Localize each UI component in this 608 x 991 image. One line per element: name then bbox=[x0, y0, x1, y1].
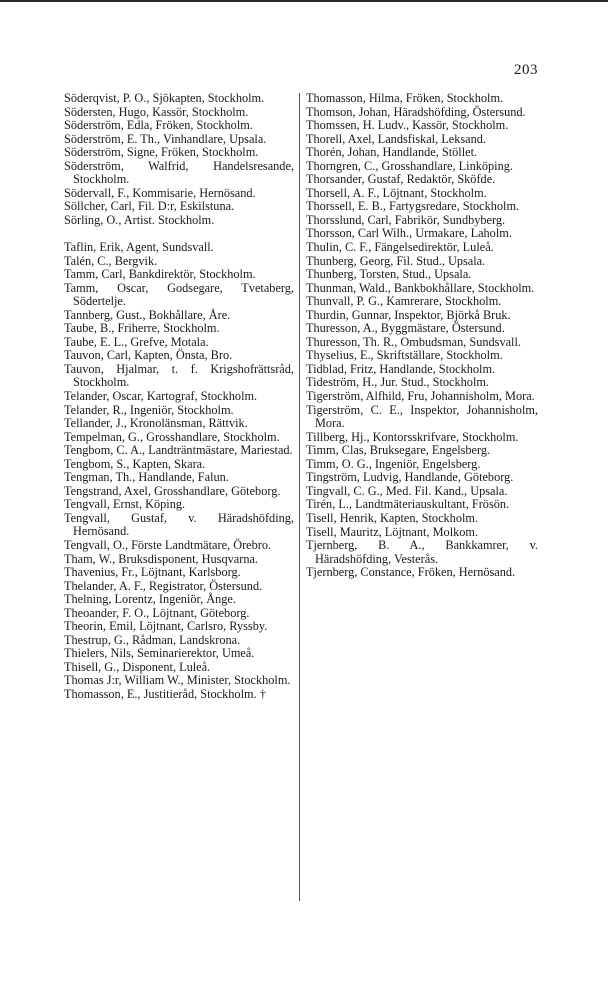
directory-entry: Thelning, Lorentz, Ingeniör, Ånge. bbox=[64, 592, 236, 607]
directory-entry: Tirén, L., Landtmäteriauskultant, Frösön. bbox=[306, 497, 510, 512]
directory-entry: Telander, R., Ingeniör, Stockholm. bbox=[64, 402, 234, 417]
directory-entry: Tempelman, G., Grosshandlare, Stockholm. bbox=[64, 429, 280, 444]
directory-entry: Tidblad, Fritz, Handlande, Stockholm. bbox=[306, 361, 496, 376]
directory-entry: Tengstrand, Axel, Grosshandlare, Göteborg. bbox=[64, 483, 281, 498]
directory-entry: Thomasson, Hilma, Fröken, Stockholm. bbox=[306, 91, 504, 105]
directory-entry: Tengbom, C. A., Landträntmästare, Mariestad. bbox=[64, 443, 293, 458]
top-rule bbox=[0, 0, 608, 2]
directory-entry: Södersten, Hugo, Kassör, Stockholm. bbox=[64, 104, 249, 119]
directory-entry: Thorsslund, Carl, Fabrikör, Sundbyberg. bbox=[306, 212, 506, 227]
directory-entry: Tham, W., Bruksdisponent, Husqvarna. bbox=[64, 551, 258, 566]
directory-entry: Tigerström, Alfhild, Fru, Johannisholm, Mora. bbox=[306, 389, 535, 404]
directory-entry: Talén, C., Bergvik. bbox=[64, 253, 158, 268]
directory-entry: Tingvall, C. G., Med. Fil. Kand., Upsala. bbox=[306, 483, 508, 498]
directory-entry: Tjernberg, Constance, Fröken, Hernösand. bbox=[306, 565, 516, 580]
directory-entry: Thomssen, H. Ludv., Kassör, Stockholm. bbox=[306, 118, 509, 133]
directory-entry: Tigerström, C. E., Inspektor, Johannisholm, Mora. bbox=[306, 402, 538, 431]
directory-entry: Tengvall, Ernst, Köping. bbox=[64, 497, 186, 512]
directory-entry: Tisell, Henrik, Kapten, Stockholm. bbox=[306, 510, 479, 525]
directory-entry: Tannberg, Gust., Bokhållare, Åre. bbox=[64, 307, 231, 322]
column-divider bbox=[299, 93, 300, 901]
directory-entry: Thavenius, Fr., Löjtnant, Karlsborg. bbox=[64, 565, 241, 580]
directory-entry: Thuresson, Th. R., Ombudsman, Sundsvall. bbox=[306, 334, 521, 349]
section-gap bbox=[64, 227, 294, 241]
directory-entry: Thorngren, C., Grosshandlare, Linköping. bbox=[306, 158, 513, 173]
directory-entry: Thuresson, A., Byggmästare, Östersund. bbox=[306, 321, 505, 336]
directory-entry: Theorin, Emil, Löjtnant, Carlsro, Ryssby. bbox=[64, 619, 268, 634]
directory-entry: Thunvall, P. G., Kamrerare, Stockholm. bbox=[306, 294, 502, 309]
directory-entry: Thorssell, E. B., Fartygsredare, Stockholm. bbox=[306, 199, 520, 214]
left-column bbox=[64, 92, 294, 702]
directory-entry: Taube, B., Friherre, Stockholm. bbox=[64, 321, 220, 336]
directory-entry: Tillberg, Hj., Kontorsskrifvare, Stockholm. bbox=[306, 429, 519, 444]
directory-entry: Tingström, Ludvig, Handlande, Göteborg. bbox=[306, 470, 514, 485]
directory-entry: Thyselius, E., Skriftställare, Stockholm. bbox=[306, 348, 503, 363]
directory-entry: Tengman, Th., Handlande, Falun. bbox=[64, 470, 229, 485]
directory-entry: Taube, E. L., Grefve, Motala. bbox=[64, 334, 209, 349]
directory-entry: Theoander, F. O., Löjtnant, Göteborg. bbox=[64, 605, 250, 620]
directory-entry: Tellander, J., Kronolänsman, Rättvik. bbox=[64, 416, 248, 431]
directory-entry: Thelander, A. F., Registrator, Östersund. bbox=[64, 578, 263, 593]
directory-entry: Thielers, Nils, Seminarierektor, Umeå. bbox=[64, 646, 255, 661]
directory-entry: Tauvon, Carl, Kapten, Önsta, Bro. bbox=[64, 348, 233, 363]
directory-entry: Söderström, E. Th., Vinhandlare, Upsala. bbox=[64, 131, 267, 146]
directory-entry: Timm, O. G., Ingeniör, Engelsberg. bbox=[306, 456, 481, 471]
directory-entry: Söderqvist, P. O., Sjökapten, Stockholm. bbox=[64, 91, 265, 105]
directory-entry: Thomas J:r, William W., Minister, Stockholm. bbox=[64, 673, 291, 688]
directory-entry: Thorell, Axel, Landsfiskal, Leksand. bbox=[306, 131, 486, 146]
directory-entry: Telander, Oscar, Kartograf, Stockholm. bbox=[64, 388, 258, 403]
directory-entry: Tengvall, Gustaf, v. Häradshöfding, Hernösand. bbox=[64, 510, 294, 539]
directory-entry: Tamm, Oscar, Godsegare, Tvetaberg, Södertelje. bbox=[64, 280, 294, 309]
directory-entry: Söderström, Signe, Fröken, Stockholm. bbox=[64, 145, 259, 160]
directory-entry: Tjernberg, B. A., Bankkamrer, v. Häradshöfding, Vesterås. bbox=[306, 538, 538, 566]
directory-entry: Tideström, H., Jur. Stud., Stockholm. bbox=[306, 375, 489, 390]
directory-entry: Timm, Clas, Bruksegare, Engelsberg. bbox=[306, 443, 491, 458]
directory-entry: Thomson, Johan, Häradshöfding, Östersund. bbox=[306, 104, 526, 119]
directory-entry: Thunman, Wald., Bankbokhållare, Stockholm. bbox=[306, 280, 535, 295]
directory-entry: Tauvon, Hjalmar, t. f. Krigshofrättsråd, Stockholm. bbox=[64, 361, 294, 390]
directory-entry: Thorsell, A. F., Löjtnant, Stockholm. bbox=[306, 185, 487, 200]
directory-entry: Södervall, F., Kommisarie, Hernösand. bbox=[64, 185, 256, 200]
directory-entry: Tisell, Mauritz, Löjtnant, Molkom. bbox=[306, 524, 479, 539]
directory-entry: Tamm, Carl, Bankdirektör, Stockholm. bbox=[64, 267, 256, 282]
directory-entry: Söllcher, Carl, Fil. D:r, Eskilstuna. bbox=[64, 199, 235, 214]
right-column bbox=[306, 92, 538, 580]
directory-entry: Taflin, Erik, Agent, Sundsvall. bbox=[64, 239, 214, 254]
directory-entry: Thorén, Johan, Handlande, Stöllet. bbox=[306, 145, 478, 160]
directory-entry: Thestrup, G., Rådman, Landskrona. bbox=[64, 632, 241, 647]
directory-entry: Thurdin, Gunnar, Inspektor, Björkå Bruk. bbox=[306, 307, 511, 322]
directory-entry: Thorsson, Carl Wilh., Urmakare, Laholm. bbox=[306, 226, 512, 241]
page-number: 203 bbox=[514, 62, 538, 78]
directory-entry: Söderström, Walfrid, Handelsresande, Stockholm. bbox=[64, 158, 294, 187]
directory-entry: Söderström, Edla, Fröken, Stockholm. bbox=[64, 118, 253, 133]
directory-entry: Thisell, G., Disponent, Luleå. bbox=[64, 659, 211, 674]
directory-entry: Tengbom, S., Kapten, Skara. bbox=[64, 456, 206, 471]
directory-entry: Sörling, O., Artist. Stockholm. bbox=[64, 212, 215, 227]
directory-entry: Tengvall, O., Förste Landtmätare, Örebro. bbox=[64, 538, 272, 552]
directory-entry: Thomasson, E., Justitieråd, Stockholm. † bbox=[64, 687, 266, 702]
directory-entry: Thunberg, Torsten, Stud., Upsala. bbox=[306, 267, 472, 282]
directory-entry: Thunberg, Georg, Fil. Stud., Upsala. bbox=[306, 253, 486, 268]
directory-entry: Thorsander, Gustaf, Redaktör, Sköfde. bbox=[306, 172, 496, 187]
directory-entry: Thulin, C. F., Fängelsedirektör, Luleå. bbox=[306, 240, 494, 255]
